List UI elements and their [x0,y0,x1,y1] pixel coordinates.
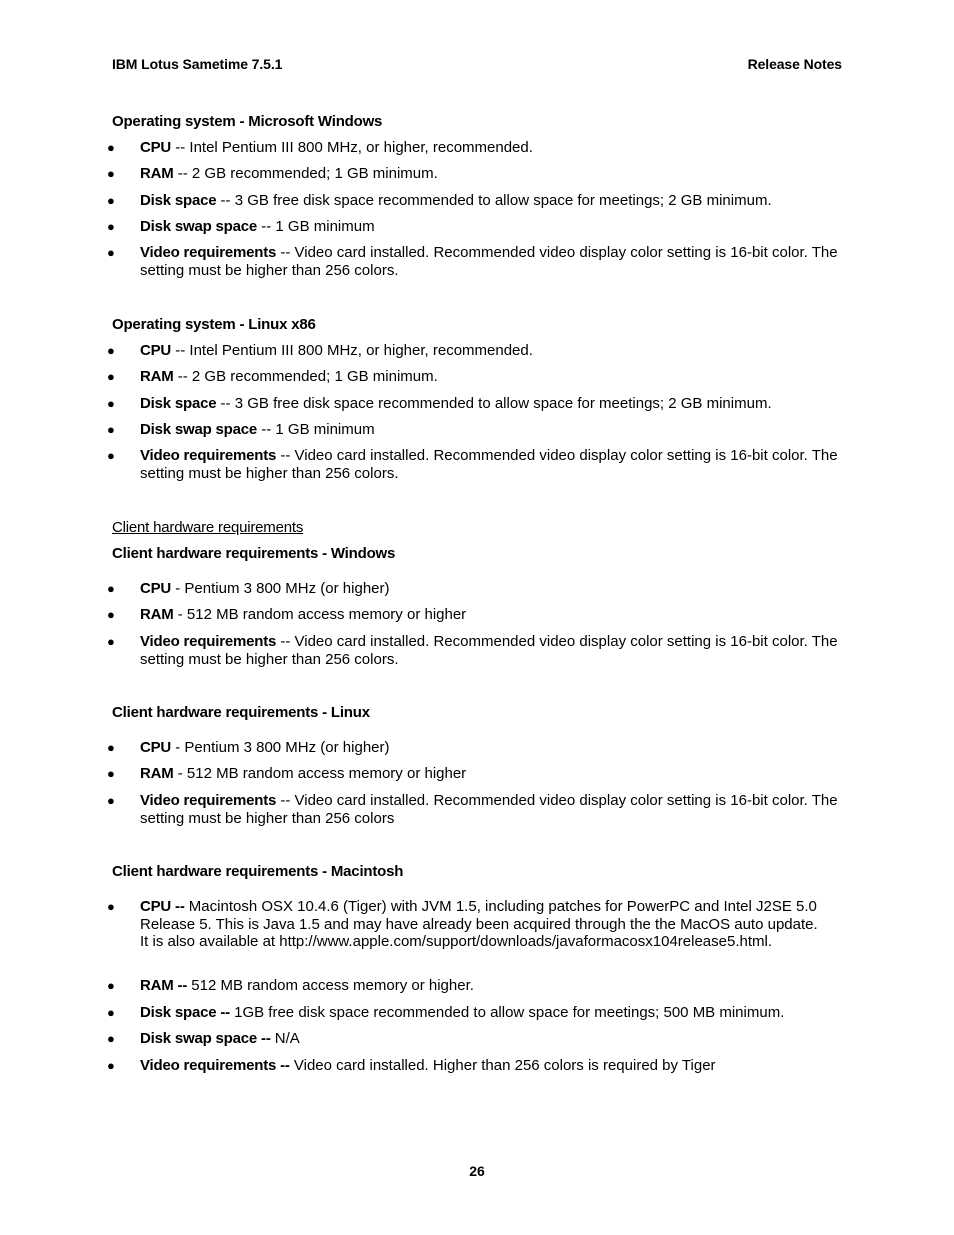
item-key: RAM [140,165,174,182]
item-text: 1GB free disk space recommended to allow space for meetings; 500 MB minimum. [229,1004,785,1021]
item-key: Video requirements -- [140,1057,290,1074]
list-item [107,1030,842,1048]
section-title-client-windows: Client hardware requirements - Windows [112,545,396,562]
section-title-windows-os: Operating system - Microsoft Windows [112,113,383,130]
bullet-icon: ● [107,140,115,155]
bullet-icon: ● [107,1058,115,1073]
item-key: Disk swap space -- [140,1030,271,1047]
item-text: -- Intel Pentium III 800 MHz, or higher, recommended. [171,139,533,156]
item-key: RAM [140,368,174,385]
bullet-icon: ● [107,634,115,649]
bullet-icon: ● [107,245,115,260]
item-key: CPU [140,739,172,756]
section-title-client-linux: Client hardware requirements - Linux [112,704,370,721]
bullet-icon: ● [107,899,115,914]
bullet-icon: ● [107,422,115,437]
list-item [107,139,842,157]
bullet-icon: ● [107,581,115,596]
client-hardware-heading: Client hardware requirements [112,519,304,536]
item-text: -- 1 GB minimum [257,421,375,438]
item-text: -- Intel Pentium III 800 MHz, or higher, recommended. [171,342,533,359]
bullet-icon: ● [107,740,115,755]
header-doc-title: IBM Lotus Sametime 7.5.1 [112,56,283,72]
item-text: - Pentium 3 800 MHz (or higher) [171,580,390,597]
bullet-icon: ● [107,343,115,358]
item-text: -- 3 GB free disk space recommended to allow space for meetings; 2 GB minimum. [216,192,772,209]
page-number: 26 [469,1163,485,1179]
item-text: - 512 MB random access memory or higher [173,606,467,623]
item-key: RAM -- [140,977,188,994]
list-item [107,244,842,279]
item-text: 512 MB random access memory or higher. [187,977,474,994]
list-item [107,898,842,951]
bullet-icon: ● [107,607,115,622]
item-key: RAM [140,765,174,782]
item-key: Video requirements [140,447,277,464]
item-key: Disk swap space [140,421,258,438]
list-item [107,1004,842,1022]
list-item [107,165,842,183]
list-item [107,395,842,413]
list-item [107,218,842,236]
item-text: Video card installed. Higher than 256 colors is required by Tiger [289,1057,716,1074]
item-text: -- Video card installed. Recommended video display color setting is 16-bit color. The setting must be higher than 256 colors [140,792,838,827]
item-key: CPU [140,139,172,156]
item-key: CPU [140,342,172,359]
bullet-icon: ● [107,193,115,208]
item-key: Video requirements [140,633,277,650]
bullet-icon: ● [107,166,115,181]
list-item [107,1057,842,1075]
list-item [107,447,842,482]
list-item [107,792,842,827]
item-text: -- 3 GB free disk space recommended to allow space for meetings; 2 GB minimum. [216,395,772,412]
item-text: -- Video card installed. Recommended video display color setting is 16-bit color. The setting must be higher than 256 colors. [140,244,838,279]
list-item [107,765,842,783]
bullet-icon: ● [107,1031,115,1046]
list-item [107,739,842,757]
item-key: CPU [140,580,172,597]
item-text: - Pentium 3 800 MHz (or higher) [171,739,390,756]
list-item [107,368,842,386]
item-key: Video requirements [140,792,277,809]
bullet-icon: ● [107,396,115,411]
item-key: Disk swap space [140,218,258,235]
item-key: CPU -- [140,898,185,915]
header-section-name: Release Notes [747,56,842,72]
item-text: -- Video card installed. Recommended video display color setting is 16-bit color. The setting must be higher than 256 colors. [140,447,838,482]
item-key: Video requirements [140,244,277,261]
list-item [107,633,842,668]
list-item [107,606,842,624]
section-title-client-macintosh: Client hardware requirements - Macintosh [112,863,404,880]
list-item [107,977,842,995]
item-text: -- 2 GB recommended; 1 GB minimum. [173,368,438,385]
item-key: RAM [140,606,174,623]
bullet-icon: ● [107,369,115,384]
item-text: - 512 MB random access memory or higher [173,765,467,782]
item-text: N/A [270,1030,300,1047]
bullet-icon: ● [107,1005,115,1020]
section-title-linux-os: Operating system - Linux x86 [112,316,316,333]
list-item [107,580,842,598]
item-key: Disk space -- [140,1004,230,1021]
item-text: -- Video card installed. Recommended video display color setting is 16-bit color. The setting must be higher than 256 colors. [140,633,838,668]
list-item [107,342,842,360]
bullet-icon: ● [107,793,115,808]
item-text: Macintosh OSX 10.4.6 (Tiger) with JVM 1.5, including patches for PowerPC and Intel J2SE 5.0 Release 5. This is Java 1.5 and may have already been acquired through the the MacOS auto update. It is also available at http://www.apple.com/support/downloads/javaformacosx104release5.html. [140,898,818,950]
list-item [107,421,842,439]
item-key: Disk space [140,192,217,209]
item-text: -- 2 GB recommended; 1 GB minimum. [173,165,438,182]
list-item [107,192,842,210]
item-key: Disk space [140,395,217,412]
bullet-icon: ● [107,219,115,234]
bullet-icon: ● [107,448,115,463]
item-text: -- 1 GB minimum [257,218,375,235]
bullet-icon: ● [107,978,115,993]
bullet-icon: ● [107,766,115,781]
